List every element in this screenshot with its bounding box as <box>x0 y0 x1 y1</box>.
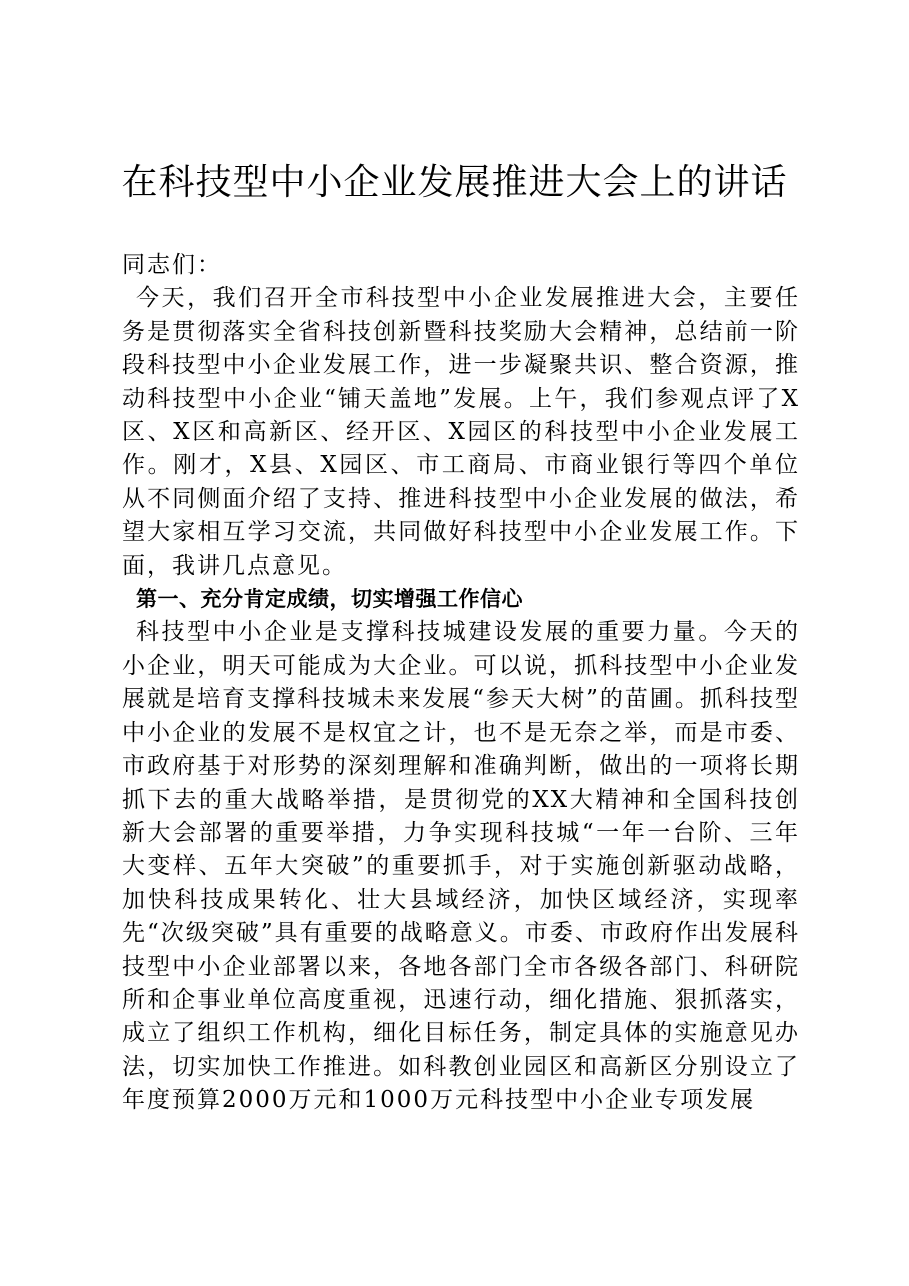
document-title: 在科技型中小企业发展推进大会上的讲话 <box>121 162 788 203</box>
section-heading: 第一、充分肯定成绩，切实增强工作信心 <box>136 587 523 612</box>
document-body <box>122 249 800 1118</box>
salutation: 同志们： <box>122 252 222 278</box>
paragraph-intro: 今天，我们召开全市科技型中小企业发展推进大会，主要任务是贯彻落实全省科技创新暨科技奖励大会精神，总结前一阶段科技型中小企业发展工作，进一步凝聚共识、整合资源，推动科技型中小企业“铺天盖地”发展。上午，我们参观点评了X区、X区和高新区、经开区、X园区的科技型中小企业发展工作。刚才，X县、X园区、市工商局、市商业银行等四个单位从不同侧面介绍了支持、推进科技型中小企业发展的做法，希望大家相互学习交流，共同做好科技型中小企业发展工作。下面，我讲几点意见。 <box>122 285 800 579</box>
paragraph-body: 科技型中小企业是支撑科技城建设发展的重要力量。今天的小企业，明天可能成为大企业。可以说，抓科技型中小企业发展就是培育支撑科技城未来发展“参天大树”的苗圃。抓科技型中小企业的发展不是权宜之计，也不是无奈之举，而是市委、市政府基于对形势的深刻理解和准确判断，做出的一项将长期抓下去的重大战略举措，是贯彻党的XX大精神和全国科技创新大会部署的重要举措，力争实现科技城“一年一台阶、三年大变样、五年大突破”的重要抓手，对于实施创新驱动战略，加快科技成果转化、壮大县域经济，加快区域经济，实现率先“次级突破”具有重要的战略意义。市委、市政府作出发展科技型中小企业部署以来，各地各部门全市各级各部门、科研院所和企事业单位高度重视，迅速行动，细化措施、狠抓落实，成立了组织工作机构，细化目标任务，制定具体的实施意见办法，切实加快工作推进。如科教创业园区和高新区分别设立了年度预算2000万元和1000万元科技型中小企业专项发展 <box>122 619 800 1114</box>
